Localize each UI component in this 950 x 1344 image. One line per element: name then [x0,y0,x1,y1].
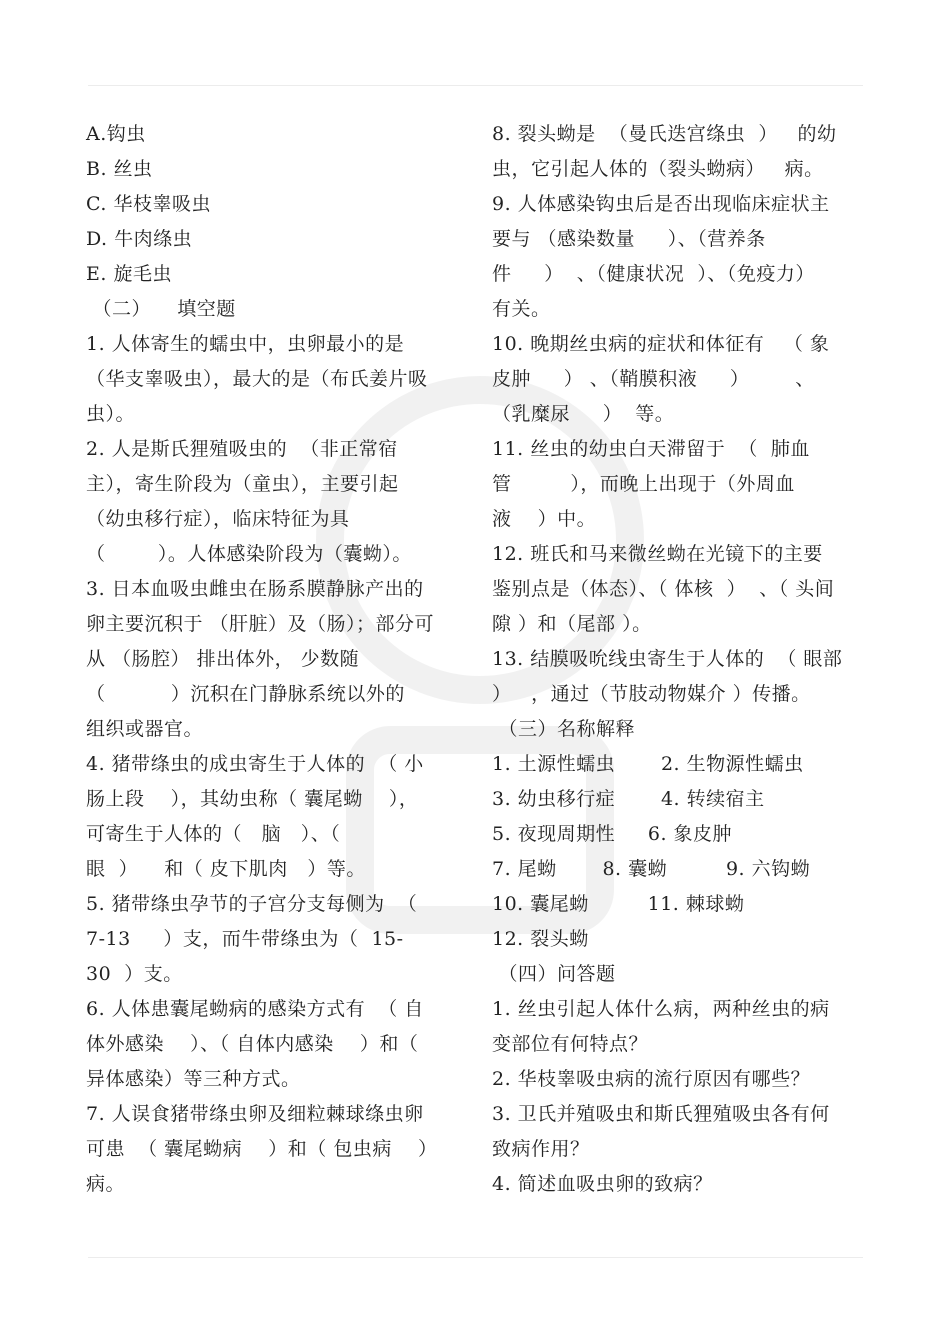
text-line: （乳糜尿 ） 等。 [492,403,675,425]
footer-divider [88,1257,863,1258]
text-line: 可寄生于人体的（ 脑 ）、（ [86,823,341,845]
text-line: 虫，它引起人体的（裂头蚴病） 病。 [492,158,824,180]
text-line: 变部位有何特点？ [492,1033,649,1055]
text-line: 从 （肠腔） 排出体外， 少数随 [86,648,360,670]
text-line: 13. 结膜吸吮线虫寄生于人体的 （ 眼部 [492,648,843,670]
text-line: 10. 晚期丝虫病的症状和体征有 （ 象 [492,333,830,355]
header-divider [88,85,863,86]
text-line: 7-13 ）支，而牛带绦虫为（ 15- [86,928,404,950]
text-line: （ ）沉积在门静脉系统以外的 [86,683,405,705]
text-line: 2. 华枝睾吸虫病的流行原因有哪些？ [492,1068,811,1090]
text-line: 件 ） 、（健康状况 ）、（免疫力） [492,263,815,285]
text-line: 4. 简述血吸虫卵的致病？ [492,1173,713,1195]
text-line: 鉴别点是（体态）、（ 体核 ） 、（ 头间 [492,578,835,600]
text-line: （四）问答题 [492,963,616,985]
text-line: 液 ）中。 [492,508,597,530]
text-line: 要与 （感染数量 ）、（营养条 [492,228,766,250]
text-line: A.钩虫 [86,123,146,145]
text-line: 3. 幼虫移行症 4. 转续宿主 [492,788,765,810]
text-line: 皮肿 ） 、（鞘膜积液 ） 、 [492,368,815,390]
text-line: （幼虫移行症），临床特征为具 [86,508,350,530]
right-column [492,117,867,1202]
text-line: 4. 猪带绦虫的成虫寄生于人体的 （ 小 [86,753,424,775]
text-line: ） ，通过（节肢动物媒介 ）传播。 [492,683,811,705]
text-line: D. 牛肉绦虫 [86,228,193,250]
text-line: 有关。 [492,298,551,320]
text-line: 可患 （ 囊尾蚴病 ）和（ 包虫病 ） [86,1138,438,1160]
text-line: 6. 人体患囊尾蚴病的感染方式有 （ 自 [86,998,424,1020]
text-line: （三）名称解释 [492,718,636,740]
text-line: 隙 ）和（尾部 ）。 [492,613,652,635]
text-line: E. 旋毛虫 [86,263,172,285]
text-line: 7. 人误食猪带绦虫卵及细粒棘球绦虫卵 [86,1103,424,1125]
left-column [86,117,461,1202]
text-line: （ ）。人体感染阶段为（囊蚴）。 [86,543,412,565]
text-line: 3. 日本血吸虫雌虫在肠系膜静脉产出的 [86,578,424,600]
text-line: 异体感染）等三种方式。 [86,1068,301,1090]
text-line: 11. 丝虫的幼虫白天滞留于 （ 肺血 [492,438,810,460]
text-line: 肠上段 ），其幼虫称（ 囊尾蚴 ）， [86,788,419,810]
text-line: 眼 ） 和（ 皮下肌肉 ）等。 [86,858,366,880]
text-line: 12. 裂头蚴 [492,928,589,950]
text-line: B. 丝虫 [86,158,153,180]
text-line: 5. 夜现周期性 6. 象皮肿 [492,823,733,845]
text-line: 9. 人体感染钩虫后是否出现临床症状主 [492,193,830,215]
text-line: 7. 尾蚴 8. 囊蚴 9. 六钩蚴 [492,858,811,880]
text-line: 管 ），而晚上出现于（外周血 [492,473,795,495]
text-line: 12. 班氏和马来微丝蚴在光镜下的主要 [492,543,823,565]
text-line: （二） 填空题 [86,298,236,320]
text-line: 8. 裂头蚴是 （曼氏迭宫绦虫 ） 的幼 [492,123,837,145]
text-line: 1. 人体寄生的蠕虫中，虫卵最小的是 [86,333,405,355]
text-line: 体外感染 ）、（ 自体内感染 ）和（ [86,1033,419,1055]
text-line: 1. 丝虫引起人体什么病，两种丝虫的病 [492,998,830,1020]
text-line: 1. 土源性蠕虫 2. 生物源性蠕虫 [492,753,804,775]
text-line: 10. 囊尾蚴 11. 棘球蚴 [492,893,745,915]
text-line: 主），寄生阶段为（童虫），主要引起 [86,473,399,495]
text-line: 组织或器官。 [86,718,204,740]
text-line: 5. 猪带绦虫孕节的子宫分支每侧为 （ [86,893,418,915]
text-line: （华支睾吸虫），最大的是（布氏姜片吸 [86,368,428,390]
text-line: C. 华枝睾吸虫 [86,193,211,215]
text-line: 卵主要沉积于 （肝脏）及（肠）；部分可 [86,613,435,635]
text-line: 致病作用？ [492,1138,590,1160]
text-line: 虫）。 [86,403,136,425]
text-line: 3. 卫氏并殖吸虫和斯氏狸殖吸虫各有何 [492,1103,830,1125]
text-line: 30 ）支。 [86,963,183,985]
text-line: 病。 [86,1173,126,1195]
text-line: 2. 人是斯氏狸殖吸虫的 （非正常宿 [86,438,398,460]
